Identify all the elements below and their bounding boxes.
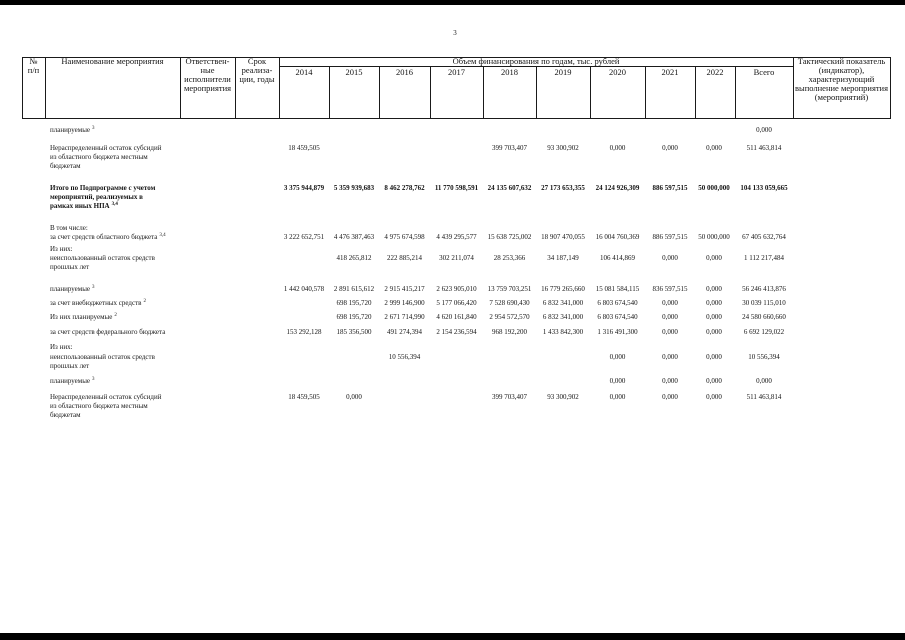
- value-2015: 185 356,500: [336, 327, 372, 336]
- table-header-bottom-line: [22, 118, 890, 119]
- value-2022: 0,000: [706, 327, 722, 336]
- value-total: 104 133 059,665: [740, 183, 788, 192]
- value-2022: 0,000: [706, 253, 722, 262]
- value-2019: 93 300,902: [547, 392, 579, 401]
- row-label-line: [50, 313, 117, 323]
- value-2017: 4 620 161,840: [436, 312, 477, 321]
- footnote-mark: 3: [92, 284, 95, 290]
- value-2015: 2 891 615,612: [333, 284, 375, 293]
- value-2015: 0,000: [346, 392, 362, 401]
- value-2018: 28 253,366: [493, 253, 526, 262]
- row-label-line: [50, 233, 166, 243]
- row-label-text: за счет средств федерального бюджета: [50, 327, 166, 336]
- row-label: [50, 313, 117, 323]
- row-label: [50, 285, 95, 295]
- row-label: [50, 393, 161, 420]
- row-label-line: [50, 184, 155, 193]
- value-2021: 0,000: [662, 392, 678, 401]
- row-label-text: Из них планируемые: [50, 312, 113, 321]
- value-2016: 4 975 674,598: [384, 232, 425, 241]
- header-term-line: ции, годы: [239, 74, 275, 84]
- value-2020: 16 004 760,369: [595, 232, 640, 241]
- row-label: [50, 184, 155, 212]
- value-total: 67 405 632,764: [742, 232, 786, 241]
- header-year: 2017: [448, 67, 465, 77]
- value-2019: 34 187,149: [547, 253, 579, 262]
- value-2020: 0,000: [609, 376, 626, 385]
- header-responsible-line: исполнители: [184, 74, 231, 84]
- value-2015: 5 359 939,683: [333, 183, 375, 192]
- footnote-mark: 3: [92, 125, 95, 131]
- header-year: 2015: [345, 67, 363, 77]
- row-label-line: [50, 153, 161, 162]
- row-label-line: [50, 362, 155, 371]
- value-total: 511 463,814: [746, 392, 782, 401]
- value-2017: 2 623 905,010: [436, 284, 477, 293]
- row-label-line: [50, 377, 95, 387]
- row-label-line: [50, 162, 161, 171]
- row-label: [50, 144, 161, 171]
- header-year: 2021: [661, 67, 679, 77]
- value-2017: 11 770 598,591: [434, 183, 479, 192]
- value-2014: 1 442 040,578: [283, 284, 325, 293]
- row-label-text: бюджетам: [50, 161, 81, 170]
- row-label-line: [50, 353, 155, 362]
- row-label: [50, 245, 73, 254]
- footnote-mark: 2: [143, 298, 146, 304]
- footnote-mark: 3,4: [159, 232, 166, 238]
- value-2022: 0,000: [706, 312, 722, 321]
- value-total: 30 039 115,010: [742, 298, 786, 307]
- value-2022: 0,000: [706, 284, 722, 293]
- value-2021: 0,000: [662, 298, 678, 307]
- row-label: [50, 299, 146, 309]
- header-number-line: п/п: [27, 65, 40, 75]
- row-label-text: Итого по Подпрограмме с учетом: [50, 183, 156, 192]
- value-2014: 3 375 944,879: [283, 183, 325, 192]
- value-2022: 0,000: [706, 392, 722, 401]
- header-term-line: Срок: [247, 56, 267, 66]
- row-label-line: [50, 285, 95, 295]
- value-2017: 4 439 295,577: [436, 232, 477, 241]
- value-total: 0,000: [756, 125, 772, 134]
- value-2018: 13 759 703,251: [487, 284, 532, 293]
- row-label-text: за счет средств областного бюджета: [50, 232, 158, 241]
- header-financing-title: [279, 57, 793, 66]
- value-2019: 18 907 470,055: [541, 232, 585, 241]
- row-label-line: [50, 411, 161, 420]
- row-label-text: за счет внебюджетных средств: [50, 298, 142, 307]
- value-2016: 222 885,214: [387, 253, 422, 262]
- row-label-line: [50, 193, 155, 202]
- value-2022: 0,000: [706, 143, 722, 152]
- value-2015: 698 195,720: [336, 312, 372, 321]
- value-2018: 7 528 690,430: [489, 298, 530, 307]
- value-2021: 0,000: [662, 253, 678, 262]
- row-label: [50, 254, 155, 272]
- header-indicator-line: выполнение мероприятия: [794, 83, 889, 93]
- header-year: 2022: [706, 67, 724, 77]
- value-2019: 6 832 341,000: [542, 298, 584, 307]
- value-2018: 24 135 607,632: [487, 183, 532, 192]
- row-label-line: [50, 393, 161, 402]
- header-financing-title-text: Объем финансирования по годам, тыс. рублей: [452, 56, 620, 66]
- value-2020: 6 803 674,540: [597, 312, 638, 321]
- value-2019: 1 433 842,300: [542, 327, 584, 336]
- value-total: 24 580 660,660: [742, 312, 786, 321]
- row-label-text: рамках иных НПА: [50, 201, 110, 210]
- value-2018: 399 703,407: [492, 143, 527, 152]
- value-2016: 491 274,394: [387, 327, 422, 336]
- header-indicator-line: (мероприятий): [814, 92, 869, 102]
- header-number-line: №: [29, 56, 38, 66]
- row-label-text: В том числе:: [50, 223, 88, 232]
- value-2017: 2 154 236,594: [436, 327, 477, 336]
- value-2014: 18 459,505: [288, 392, 320, 401]
- row-label-line: [50, 126, 95, 136]
- value-2019: 16 779 265,660: [541, 284, 585, 293]
- value-2015: 698 195,720: [336, 298, 372, 307]
- row-label-text: прошлых лет: [50, 361, 90, 370]
- value-total: 511 463,814: [746, 143, 782, 152]
- row-label-text: прошлых лет: [50, 262, 90, 271]
- value-2021: 0,000: [662, 143, 678, 152]
- header-year: 2018: [501, 67, 518, 77]
- row-label-text: Нераспределенный остаток субсидий: [50, 392, 162, 401]
- row-label-text: Из них:: [50, 244, 73, 253]
- row-label: [50, 233, 166, 243]
- scan-border-bottom: [0, 633, 905, 640]
- value-2021: 0,000: [662, 312, 678, 321]
- header-indicator-line: (индикатор),: [818, 65, 865, 75]
- row-label: [50, 353, 155, 371]
- footnote-mark: 3,4: [111, 201, 118, 207]
- value-2016: 10 556,394: [388, 352, 421, 361]
- value-2020: 0,000: [609, 352, 626, 361]
- value-2022: 50 000,000: [698, 183, 730, 192]
- header-year: 2014: [295, 67, 313, 77]
- value-2022: 50 000,000: [698, 232, 730, 241]
- footnote-mark: 3: [92, 376, 95, 382]
- value-2020: 1 316 491,300: [597, 327, 638, 336]
- header-year: 2016: [396, 67, 413, 77]
- value-2019: 27 173 653,355: [541, 183, 585, 192]
- value-2017: 5 177 066,420: [436, 298, 477, 307]
- row-label-text: неиспользованный остаток средств: [50, 352, 155, 361]
- header-number: [22, 57, 45, 75]
- row-label: [50, 343, 73, 352]
- value-2022: 0,000: [706, 298, 722, 307]
- value-2020: 0,000: [609, 392, 626, 401]
- header-term-line: реализа-: [241, 65, 273, 75]
- value-2020: 24 124 926,309: [595, 183, 640, 192]
- value-2016: 2 915 415,217: [384, 284, 425, 293]
- header-responsible-line: мероприятия: [183, 83, 232, 93]
- footnote-mark: 2: [114, 312, 117, 318]
- row-label-line: [50, 224, 88, 233]
- row-label-line: [50, 299, 146, 309]
- row-label-text: планируемые: [50, 376, 91, 385]
- value-2022: 0,000: [706, 352, 722, 361]
- value-2014: 18 459,505: [288, 143, 320, 152]
- value-2015: 418 265,812: [336, 253, 372, 262]
- header-indicator-line: характеризующий: [808, 74, 875, 84]
- value-2021: 0,000: [662, 327, 678, 336]
- row-label-line: [50, 343, 73, 352]
- value-2018: 968 192,200: [492, 327, 527, 336]
- header-responsible: [180, 57, 235, 93]
- row-label: [50, 126, 95, 136]
- value-2021: 886 597,515: [652, 232, 688, 241]
- value-2021: 0,000: [662, 352, 678, 361]
- value-total: 6 692 129,022: [743, 327, 785, 336]
- header-term: [235, 57, 279, 84]
- row-label-line: [50, 254, 155, 263]
- header-year: 2019: [554, 67, 572, 77]
- row-label-text: планируемые: [50, 284, 91, 293]
- value-2016: 2 671 714,990: [384, 312, 425, 321]
- value-2014: 153 292,128: [286, 327, 322, 336]
- row-label-text: из областного бюджета местным: [50, 401, 148, 410]
- value-2016: 2 999 146,900: [384, 298, 425, 307]
- header-total: Всего: [753, 67, 775, 77]
- row-label: [50, 224, 88, 233]
- value-2022: 0,000: [706, 376, 722, 385]
- column-divider: [279, 57, 280, 119]
- value-2018: 399 703,407: [492, 392, 527, 401]
- row-label-line: [50, 328, 165, 337]
- row-label-line: [50, 263, 155, 272]
- value-2020: 0,000: [609, 143, 626, 152]
- row-label-line: [50, 144, 161, 153]
- row-label-text: из областного бюджета местным: [50, 152, 148, 161]
- value-2014: 3 222 652,751: [283, 232, 325, 241]
- value-2019: 93 300,902: [547, 143, 579, 152]
- row-label-text: Нераспределенный остаток субсидий: [50, 143, 162, 152]
- header-year: 2020: [609, 67, 626, 77]
- value-2018: 15 638 725,002: [487, 232, 532, 241]
- value-2019: 6 832 341,000: [542, 312, 584, 321]
- row-label: [50, 377, 95, 387]
- value-total: 10 556,394: [748, 352, 780, 361]
- value-2020: 106 414,869: [600, 253, 635, 262]
- header-name-line: Наименование мероприятия: [61, 56, 164, 66]
- row-label-line: [50, 245, 73, 254]
- value-2021: 0,000: [662, 376, 678, 385]
- value-total: 56 246 413,876: [742, 284, 786, 293]
- row-label-line: [50, 202, 155, 212]
- row-label-text: бюджетам: [50, 410, 81, 419]
- value-total: 1 112 217,484: [744, 253, 784, 262]
- table-right-border: [890, 57, 891, 119]
- header-responsible-line: ные: [200, 65, 215, 75]
- value-2015: 4 476 387,463: [333, 232, 375, 241]
- row-label-text: планируемые: [50, 125, 91, 134]
- page-number: 3: [453, 29, 457, 37]
- row-label: [50, 328, 165, 337]
- value-2017: 302 211,074: [439, 253, 474, 262]
- value-2021: 836 597,515: [652, 284, 688, 293]
- row-label-line: [50, 402, 161, 411]
- column-divider: [45, 57, 46, 119]
- row-label-text: мероприятий, реализуемых в: [50, 192, 143, 201]
- header-responsible-line: Ответствен-: [185, 56, 230, 66]
- value-2020: 15 081 584,115: [595, 284, 640, 293]
- value-total: 0,000: [756, 376, 772, 385]
- scan-border-top: [0, 0, 905, 5]
- header-indicator-line: Тактический показатель: [797, 56, 886, 66]
- value-2018: 2 954 572,570: [489, 312, 530, 321]
- value-2020: 6 803 674,540: [597, 298, 638, 307]
- value-2016: 8 462 278,762: [384, 183, 425, 192]
- value-2021: 886 597,515: [652, 183, 688, 192]
- row-label-text: неиспользованный остаток средств: [50, 253, 155, 262]
- row-label-text: Из них:: [50, 342, 73, 351]
- header-indicator: [793, 57, 890, 102]
- header-name: [45, 57, 180, 66]
